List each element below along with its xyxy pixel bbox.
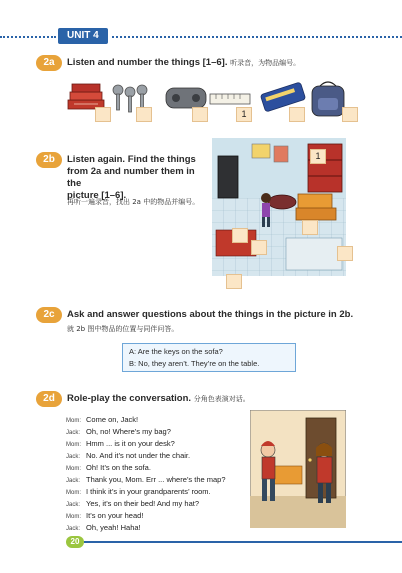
- answer-box-2a-2[interactable]: [136, 107, 152, 122]
- title-2b: Listen again. Find the things from 2a and number them in the picture [1–6].: [67, 154, 196, 201]
- conversation-line: Jack: Oh, yeah! Haha!: [66, 523, 141, 532]
- title-2d: Role-play the conversation. 分角色表演对话。: [67, 393, 250, 404]
- role-play-illustration: [250, 410, 346, 528]
- answer-box-2b-3[interactable]: [251, 240, 267, 255]
- answer-box-2a-6[interactable]: [342, 107, 358, 122]
- badge-2b: 2b: [36, 152, 62, 168]
- game-console-icon: [166, 88, 206, 108]
- conversation-line: Mom: It’s on your head!: [66, 511, 144, 520]
- header-dots-left: [0, 36, 56, 38]
- books-icon: [68, 84, 104, 109]
- page-number: 20: [66, 536, 84, 548]
- conversation-line: Jack: Thank you, Mom. Err ... where’s the map?: [66, 475, 226, 484]
- answer-box-2a-4[interactable]: 1: [236, 107, 252, 122]
- dialog-line-b: B: No, they aren’t. They’re on the table.: [129, 359, 260, 368]
- conversation-line: Mom: I think it’s in your grandparents’ room.: [66, 487, 211, 496]
- header-dots-right: [112, 36, 402, 38]
- title-2c-cn: 就 2b 图中物品的位置与同伴问答。: [67, 325, 179, 333]
- title-2a: Listen and number the things [1–6]. 听录音，为物品编号。: [67, 57, 301, 68]
- footer-bar: [84, 541, 402, 543]
- badge-2a: 2a: [36, 55, 62, 71]
- conversation-line: Mom: Come on, Jack!: [66, 415, 139, 424]
- conversation-line: Mom: Hmm ... is it on your desk?: [66, 439, 175, 448]
- ruler-icon: [210, 94, 250, 104]
- badge-2d: 2d: [36, 391, 62, 407]
- title-2c: Ask and answer questions about the things in the picture in 2b.: [67, 309, 354, 320]
- items-2a-illustrations: [66, 80, 374, 122]
- table-icon: [268, 195, 296, 209]
- example-dialog: [122, 343, 296, 372]
- answer-box-2a-5[interactable]: [289, 107, 305, 122]
- tv-icon: [218, 156, 238, 198]
- badge-2c: 2c: [36, 307, 62, 323]
- answer-box-2b-1[interactable]: 1: [310, 149, 326, 164]
- conversation-line: Jack: Oh, no! Where’s my bag?: [66, 427, 171, 436]
- answer-box-2b-6[interactable]: [337, 246, 353, 261]
- rug-icon: [286, 238, 342, 270]
- title-2b-cn: 再听一遍录音，找出 2a 中的物品并编号。: [67, 198, 200, 206]
- unit-label: UNIT 4: [58, 28, 108, 44]
- school-bag-icon: [312, 82, 344, 116]
- answer-box-2b-5[interactable]: [226, 274, 242, 289]
- answer-box-2a-3[interactable]: [192, 107, 208, 122]
- answer-box-2a-1[interactable]: [95, 107, 111, 122]
- conversation-line: Mom: Oh! It’s on the sofa.: [66, 463, 151, 472]
- conversation-line: Jack: Yes, it’s on their bed! And my hat?: [66, 499, 199, 508]
- answer-box-2b-2[interactable]: [232, 228, 248, 243]
- answer-box-2b-4[interactable]: [302, 220, 318, 235]
- dialog-line-a: A: Are the keys on the sofa?: [129, 347, 223, 356]
- conversation-line: Jack: No. And it’s not under the chair.: [66, 451, 191, 460]
